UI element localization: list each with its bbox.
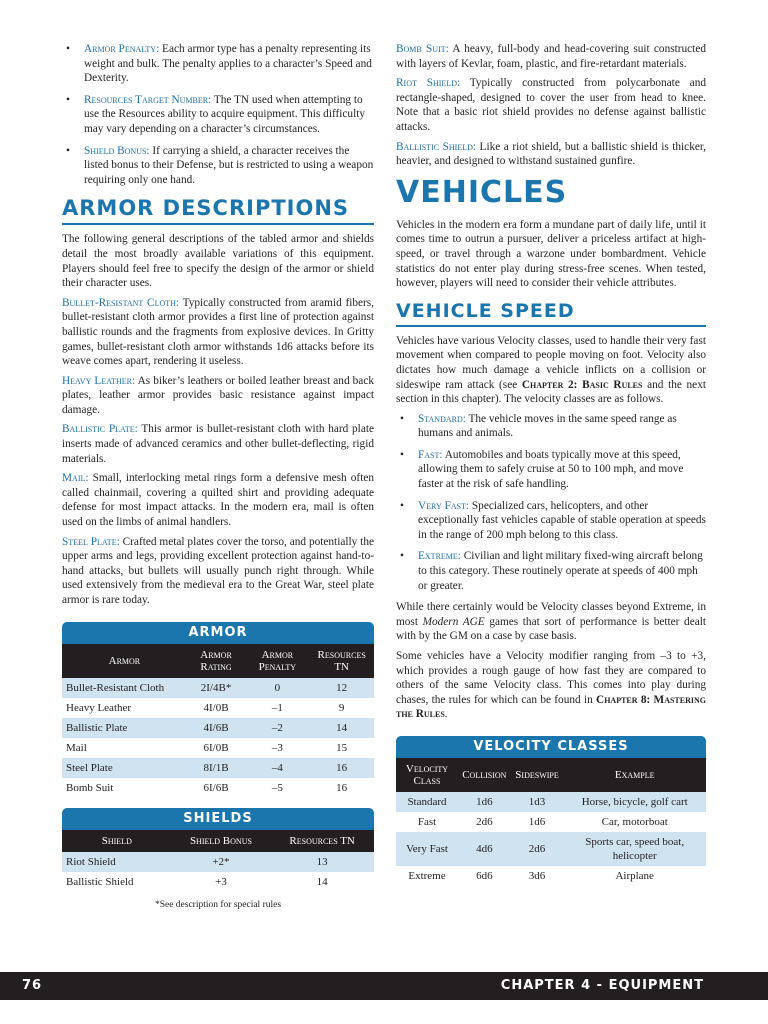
column-header: Velocity Class [396, 758, 458, 792]
table-cell: 14 [309, 718, 374, 738]
table-cell: 2d6 [458, 812, 511, 832]
chapter-reference: Chapter 8: Mastering the Rules [396, 693, 706, 721]
column-header: Resources TN [309, 644, 374, 678]
game-title: Modern AGE [422, 615, 485, 628]
table-row [396, 792, 706, 812]
body-text: Some vehicles have a Velocity modifier ranging from –3 to +3, which provides a rough gauge of how fast they are compared to others of the same Velocity class. This comes into play during chases, the rules for which can be found in [396, 650, 706, 706]
column-header: Armor [62, 644, 187, 678]
term-label: Standard: [418, 412, 466, 425]
table-row [396, 866, 706, 886]
velocity-class-list [396, 412, 706, 594]
list-item [62, 144, 374, 188]
entry-paragraph [396, 42, 706, 71]
term-text: A heavy, full-body and head-covering suit constructed with layers of Kevlar, foam, plastic, and fire-retardant materials. [396, 43, 706, 70]
term-text: Typically constructed from aramid fibers, bullet-resistant cloth armor provides a first line of protection against ballistic rounds and the fragments from explosive devices. In Gritty games, bullet-resistant cloth armor withstands 1d6 attacks before its weave comes apart, rendering it useless. [62, 296, 375, 368]
table-cell: Airplane [563, 866, 706, 886]
table-cell: Extreme [396, 866, 458, 886]
table-cell: 6d6 [458, 866, 511, 886]
body-text: Vehicles have various Velocity classes, used to handle their very fast movement when compared to people moving on foot. Velocity also dictates how much damage a vehicle inflicts on a collision or sideswipe ram attack (see [396, 334, 706, 391]
table-cell: 6I/6B [187, 778, 246, 798]
table-cell: –5 [245, 778, 309, 798]
table-cell: +3 [172, 872, 271, 892]
term-label: Bullet-Resistant Cloth: [62, 296, 180, 309]
shields-table [62, 808, 374, 913]
column-header: Shield [62, 830, 172, 852]
entry-paragraph [62, 535, 374, 608]
term-text: Specialized cars, helicopters, and other exceptionally fast vehicles capable of stable operation at speeds in the range of 200 mph belong to this class. [418, 499, 706, 541]
table-row [62, 852, 374, 872]
term-label: Armor Penalty: [84, 43, 160, 55]
table-cell: 1d6 [511, 812, 564, 832]
table-footnote: *See description for special rules [154, 899, 282, 910]
term-text: Crafted metal plates cover the torso, and potentially the upper arms and legs, providing excellent protection against hand-to-hand attacks, but bullets will usually punch right through. While used extensively from the medieval era to the Great War, steel plate armor is rare today. [62, 535, 374, 606]
armor-table-title: ARMOR [62, 622, 374, 644]
table-cell: 2d6 [511, 832, 564, 866]
term-label: Heavy Leather: [62, 374, 136, 387]
armor-descriptions-heading: ARMOR DESCRIPTIONS [62, 195, 374, 225]
column-header: Example [563, 758, 706, 792]
term-label: Ballistic Shield: [396, 140, 477, 153]
table-cell: –3 [245, 738, 309, 758]
term-text: Civilian and light military fixed-wing aircraft belong to this category. These routinely operate at speeds of 400 mph or greater. [418, 550, 703, 592]
table-cell: Ballistic Shield [62, 872, 172, 892]
vehicle-speed-heading: VEHICLE SPEED [396, 299, 706, 327]
right-column [396, 42, 706, 886]
term-text: The vehicle moves in the same speed range as humans and animals. [418, 412, 677, 440]
shields-table-title: SHIELDS [62, 808, 374, 830]
list-item [396, 549, 706, 593]
table-cell: 0 [245, 678, 309, 698]
table-cell: Standard [396, 792, 458, 812]
column-header: Armor Rating [187, 644, 246, 678]
speed-paragraph [396, 649, 706, 722]
table-row [396, 812, 706, 832]
body-text: . [444, 708, 448, 721]
table-cell: Bullet-Resistant Cloth [62, 678, 187, 698]
speed-paragraph [396, 600, 706, 644]
entry-paragraph [396, 140, 706, 169]
table-cell: 16 [309, 758, 374, 778]
armor-intro-paragraph: The following general descriptions of the tabled armor and shields detail the most broadly available variations of this equipment. Players should feel free to specify the design of the armor or shield their character uses. [62, 233, 374, 290]
table-cell: Heavy Leather [62, 698, 187, 718]
column-header: Collision [458, 758, 511, 792]
list-item [62, 93, 374, 137]
speed-paragraph [396, 334, 706, 407]
table-cell: 9 [309, 698, 374, 718]
table-cell: Ballistic Plate [62, 718, 187, 738]
page-footer [0, 972, 768, 1000]
term-label: Steel Plate: [62, 535, 120, 548]
table-cell: 6I/0B [187, 738, 246, 758]
term-label: Bomb Suit: [396, 43, 449, 55]
table-cell: 8I/1B [187, 758, 246, 778]
table-row [62, 718, 374, 738]
body-text: While there certainly would be Velocity classes beyond Extreme, in most [396, 601, 706, 628]
left-column [62, 42, 374, 912]
definitions-list [62, 42, 374, 187]
page-number: 76 [22, 978, 43, 993]
table-cell: 4I/0B [187, 698, 246, 718]
table-cell: 1d3 [511, 792, 564, 812]
table-cell: Mail [62, 738, 187, 758]
vehicles-intro-paragraph: Vehicles in the modern era form a mundane part of daily life, until it comes time to outrun a pursuer, deliver a priceless artifact at high-speed, or travel through a warzone under bombardment. Vehicle statistics do not enter play during stress-free scenes. When tested, however, players will need to consider their vehicle attributes. [396, 218, 706, 290]
body-text: games that sort of performance is better dealt with by the GM on a case by case basis. [396, 615, 706, 643]
table-cell: 14 [270, 872, 374, 892]
entry-paragraph [62, 471, 374, 529]
term-text: Like a riot shield, but a ballistic shield is thicker, heavier, and designed to withstand sustained gunfire. [396, 140, 706, 168]
term-label: Fast: [418, 448, 443, 461]
term-text: Small, interlocking metal rings form a defensive mesh often called chainmail, covering a quilted shirt and providing adequate defense for most impact attacks. In the modern era, mail is often used on the limbs of animal handlers. [62, 472, 374, 529]
term-text: This armor is bullet-resistant cloth with hard plate inserts made of advanced ceramics and other bullet-deflecting, rigid materials. [62, 423, 374, 465]
table-cell: +2* [172, 852, 271, 872]
entry-paragraph [62, 374, 374, 418]
term-text: If carrying a shield, a character receives the listed bonus to their Defense, but is restricted to using a weapon requiring only one hand. [84, 144, 374, 186]
table-cell: Horse, bicycle, golf cart [563, 792, 706, 812]
table-cell: 3d6 [511, 866, 564, 886]
term-label: Riot Shield: [396, 77, 461, 90]
table-cell: Sports car, speed boat, helicopter [563, 832, 706, 866]
table-cell: Steel Plate [62, 758, 187, 778]
table-row [62, 678, 374, 698]
list-item [396, 499, 706, 543]
term-text: Typically constructed from polycarbonate and rectangle-shaped, designed to cover the user from head to knee. Note that a basic riot shield provides no defense against ballistic attacks. [396, 77, 706, 133]
table-cell: 4I/6B [187, 718, 246, 738]
table-cell: 15 [309, 738, 374, 758]
term-label: Very Fast: [418, 499, 470, 512]
term-text: As biker’s leathers or boiled leather breast and back plates, leather armor provides basic resistance against impact damage. [62, 374, 374, 416]
vehicles-heading: VEHICLES [396, 174, 568, 210]
table-cell: Riot Shield [62, 852, 172, 872]
velocity-table-title: VELOCITY CLASSES [396, 736, 706, 758]
table-cell: 13 [270, 852, 374, 872]
body-text: and the next section in this chapter). The velocity classes are as follows. [396, 378, 706, 406]
table-cell: Bomb Suit [62, 778, 187, 798]
column-header: Sideswipe [511, 758, 564, 792]
table-cell: 16 [309, 778, 374, 798]
chapter-reference: Chapter 2: Basic Rules [521, 378, 643, 391]
column-header: Armor Penalty [245, 644, 309, 678]
term-label: Extreme: [418, 550, 461, 563]
table-cell: 12 [309, 678, 374, 698]
table-cell: –1 [245, 698, 309, 718]
chapter-title: CHAPTER 4 - EQUIPMENT [500, 978, 704, 993]
term-text: The TN used when attempting to use the Resources ability to acquire equipment. This difficulty may vary depending on a character’s circumstances. [84, 93, 365, 135]
table-row [62, 738, 374, 758]
list-item [396, 412, 706, 441]
table-cell: 2I/4B* [187, 678, 246, 698]
table-cell: Very Fast [396, 832, 458, 866]
table-cell: –2 [245, 718, 309, 738]
term-text: Automobiles and boats typically move at this speed, allowing them to safely cruise at 50 to 100 mph, and move faster at the risk of safe handling. [418, 448, 684, 491]
term-label: Ballistic Plate: [62, 423, 138, 436]
table-row [62, 872, 374, 892]
list-item [396, 448, 706, 492]
table-cell: Fast [396, 812, 458, 832]
entry-paragraph [396, 76, 706, 134]
table-row [62, 758, 374, 778]
velocity-classes-table [396, 736, 706, 886]
column-header: Shield Bonus [172, 830, 271, 852]
table-row [62, 698, 374, 718]
column-header: Resources TN [270, 830, 374, 852]
table-cell: Car, motorboat [563, 812, 706, 832]
table-cell: 1d6 [458, 792, 511, 812]
entry-paragraph [62, 422, 374, 466]
table-cell: 4d6 [458, 832, 511, 866]
term-label: Shield Bonus: [84, 144, 150, 157]
list-item [62, 42, 374, 86]
term-label: Mail: [62, 472, 89, 485]
entry-paragraph [62, 296, 374, 369]
term-text: Each armor type has a penalty representing its weight and bulk. The penalty applies to a character’s Speed and Dexterity. [84, 43, 372, 85]
table-row [396, 832, 706, 866]
table-row [62, 778, 374, 798]
table-cell: –4 [245, 758, 309, 778]
armor-table [62, 622, 374, 798]
term-label: Resources Target Number: [84, 93, 212, 106]
